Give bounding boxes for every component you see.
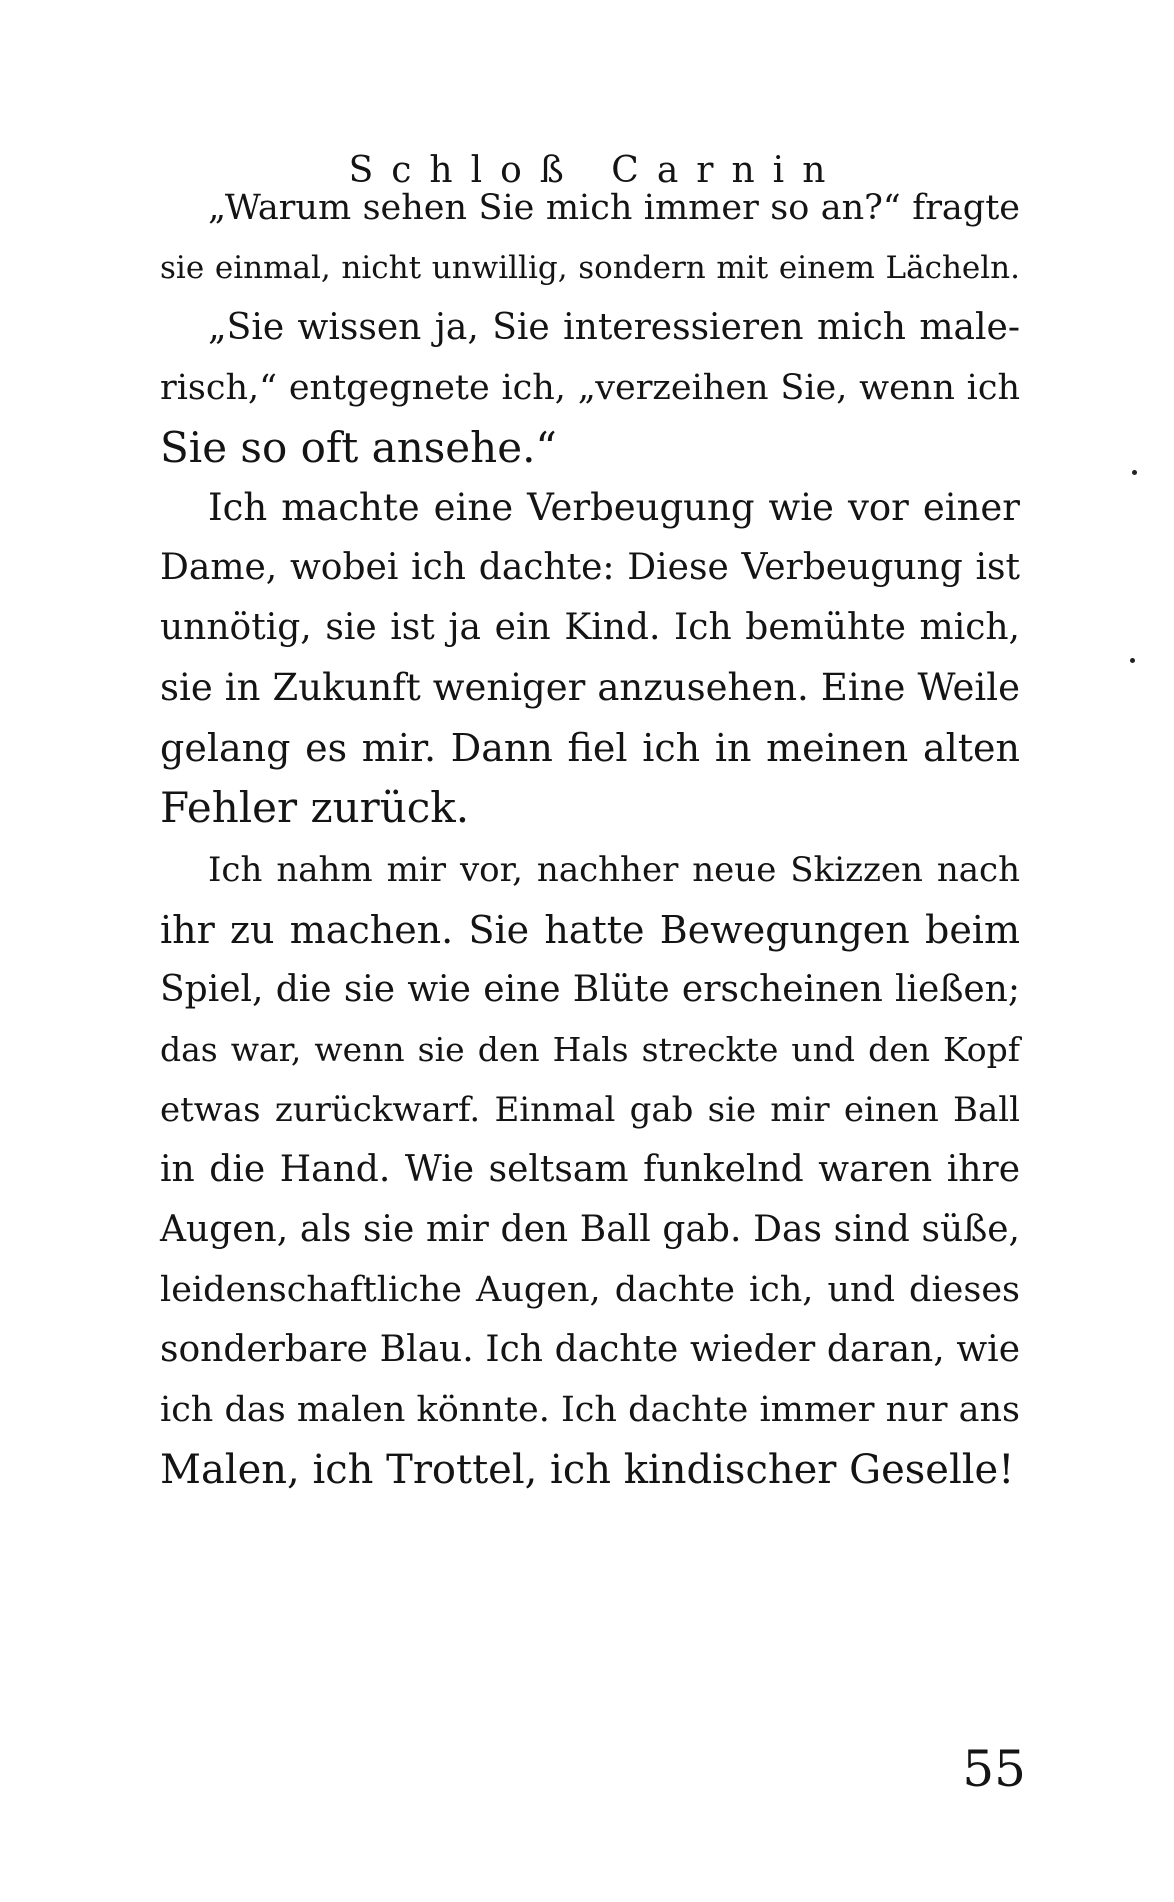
running-head: Schloß Carnin (348, 150, 844, 191)
text-line: in die Hand. Wie seltsam funkelnd waren ihre (160, 1149, 1020, 1190)
text-line: Spiel, die sie wie eine Blüte erscheinen ließen; (160, 969, 1020, 1010)
text-line: Malen, ich Trottel, ich kindischer Geselle! (160, 1447, 1015, 1493)
text-line: Ich machte eine Verbeugung wie vor einer (208, 486, 1020, 529)
page-number: 55 (962, 1740, 1026, 1798)
text-line: sie einmal, nicht unwillig, sondern mit einem Lächeln. (160, 250, 1020, 286)
text-line: gelang es mir. Dann fiel ich in meinen alten (160, 726, 1020, 770)
text-line: das war, wenn sie den Hals streckte und den Kopf (160, 1030, 1020, 1069)
text-line: Augen, als sie mir den Ball gab. Das sind süße, (160, 1209, 1020, 1250)
text-line: risch,“ entgegnete ich, „verzeihen Sie, wenn ich (160, 368, 1020, 408)
text-line: ich das malen könnte. Ich dachte immer nur ans (160, 1390, 1020, 1430)
text-line: sonderbare Blau. Ich dachte wieder daran, wie (160, 1329, 1020, 1370)
text-line: Sie so oft ansehe.“ (160, 423, 557, 472)
text-line: „Warum sehen Sie mich immer so an?“ fragte (208, 188, 1020, 228)
text-line: sie in Zukunft weniger anzusehen. Eine Weile (160, 666, 1020, 709)
text-line: ihr zu machen. Sie hatte Bewegungen beim (160, 908, 1020, 952)
text-line: Dame, wobei ich dachte: Diese Verbeugung ist (160, 547, 1020, 588)
text-line: Ich nahm mir vor, nachher neue Skizzen nach (208, 850, 1020, 890)
ink-speck (1132, 470, 1137, 475)
ink-speck (1130, 658, 1135, 663)
text-line: „Sie wissen ja, Sie interessieren mich male- (208, 307, 1020, 348)
text-line: Fehler zurück. (160, 783, 470, 832)
text-line: etwas zurückwarf. Einmal gab sie mir einen Ball (160, 1090, 1020, 1130)
text-line: unnötig, sie ist ja ein Kind. Ich bemühte mich, (160, 607, 1020, 648)
text-line: leidenschaftliche Augen, dachte ich, und dieses (160, 1270, 1020, 1310)
